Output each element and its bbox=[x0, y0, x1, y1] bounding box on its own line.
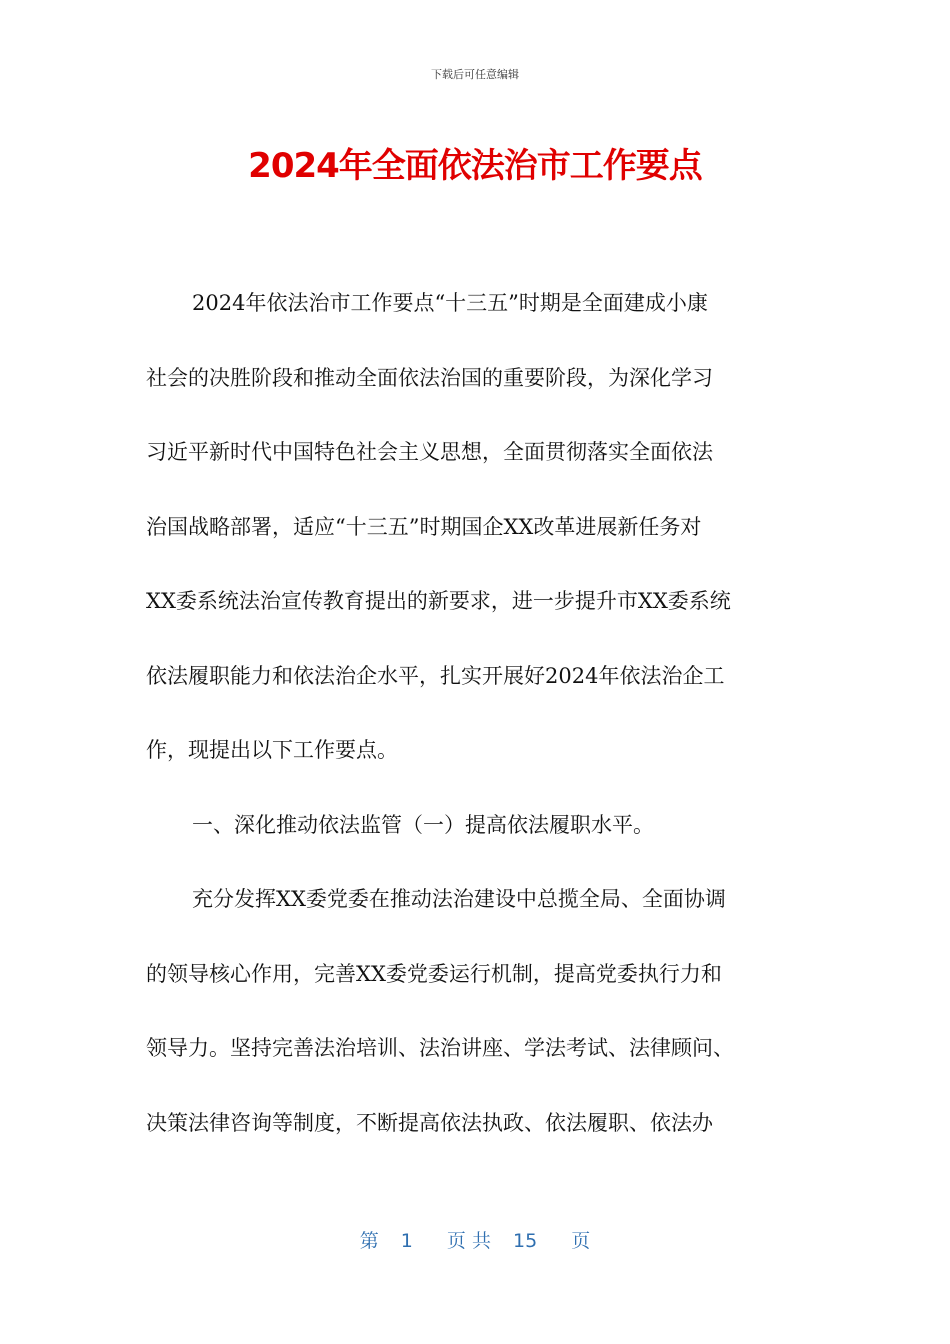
document-body bbox=[146, 266, 808, 1160]
body-line: 社会的决胜阶段和推动全面依法治国的重要阶段，为深化学习 bbox=[146, 365, 713, 390]
body-line: 充分发挥XX委党委在推动法治建设中总揽全局、全面协调 bbox=[192, 887, 726, 911]
footer-suffix: 页 bbox=[571, 1230, 591, 1252]
current-page-number: 1 bbox=[400, 1230, 413, 1252]
body-line: 领导力。坚持完善法治培训、法治讲座、学法考试、法律顾问、 bbox=[146, 1036, 734, 1060]
body-line: 治国战略部署，适应“十三五”时期国企XX改革进展新任务对 bbox=[146, 514, 702, 539]
body-line: 决策法律咨询等制度，不断提高依法执政、依法履职、依法办 bbox=[146, 1110, 713, 1135]
body-line: XX委系统法治宣传教育提出的新要求，进一步提升市XX委系统 bbox=[146, 589, 731, 613]
header-note: 下载后可任意编辑 bbox=[431, 68, 519, 81]
footer-prefix: 第 bbox=[359, 1230, 379, 1252]
body-line: 作，现提出以下工作要点。 bbox=[146, 738, 398, 762]
section-heading-line: 一、深化推动依法监管（一）提高依法履职水平。 bbox=[192, 812, 654, 837]
body-line: 习近平新时代中国特色社会主义思想，全面贯彻落实全面依法 bbox=[146, 440, 713, 464]
document-title: 2024年全面依法治市工作要点 bbox=[248, 146, 702, 186]
body-line: 2024年依法治市工作要点“十三五”时期是全面建成小康 bbox=[192, 291, 708, 315]
body-line: 依法履职能力和依法治企水平，扎实开展好2024年依法治企工 bbox=[146, 663, 725, 688]
total-pages-number: 15 bbox=[513, 1230, 538, 1252]
body-line: 的领导核心作用，完善XX委党委运行机制，提高党委执行力和 bbox=[146, 961, 722, 986]
page-footer bbox=[0, 1226, 950, 1253]
footer-middle: 页 共 bbox=[446, 1230, 491, 1252]
